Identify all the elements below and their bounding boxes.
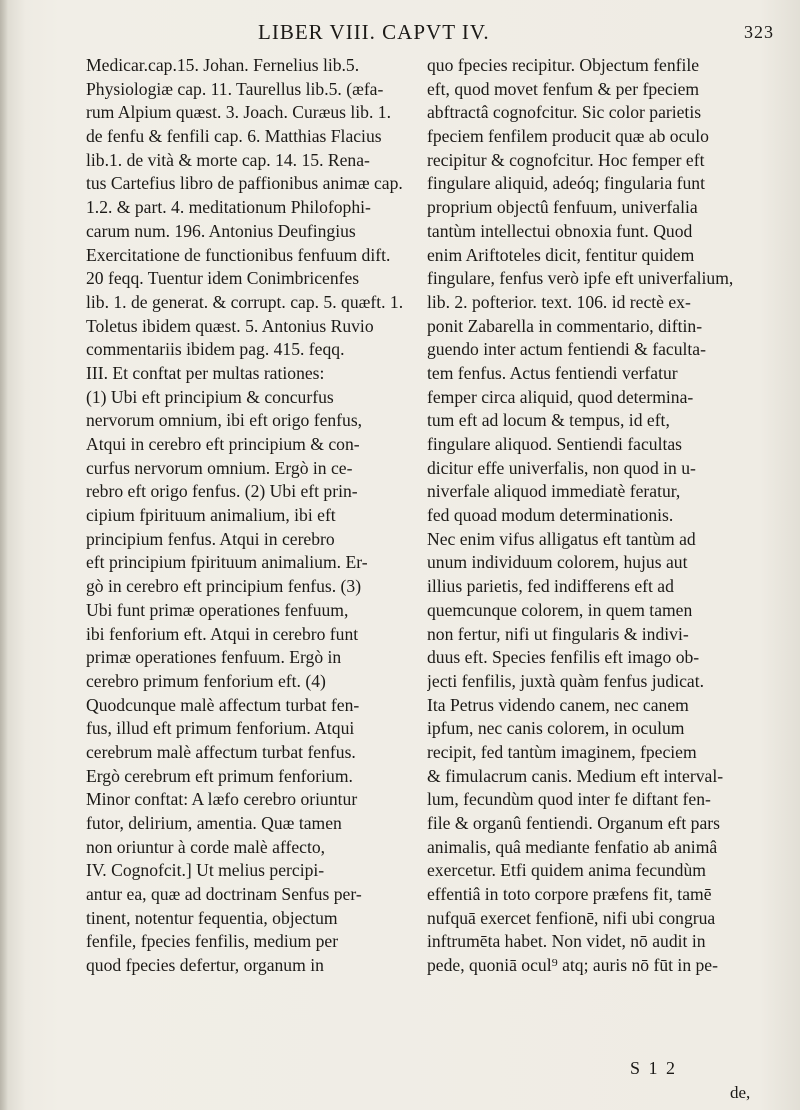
page-number: 323 [744,22,774,42]
text-line: de fenfu & fenfili cap. 6. Matthias Flacius [86,126,382,147]
text-line: animalis, quâ mediante fenfatio ab animâ [427,836,718,857]
text-line: quemcunque colorem, in quem tamen [427,599,693,620]
text-line: IV. Cognofcit.] Ut melius percipi- [86,860,325,881]
right-text-column [427,54,761,1084]
text-line: inftrumēta habet. Non videt, nō audit in [427,931,706,952]
text-line: tum eft ad locum & tempus, id eft, [427,410,670,431]
text-line: pede, quoniā ocul⁹ atq; auris nō fūt in pe- [427,955,718,976]
text-line: lum, fecundùm quod inter fe diftant fen- [427,789,711,810]
text-line: fingulare aliquid, adeóq; fingularia funt [427,173,705,194]
text-line: Toletus ibidem quæst. 5. Antonius Ruvio [86,315,374,336]
text-line: jecti fenfilis, juxtà quàm fenfus judicat. [427,670,705,691]
text-line: fenfile, fpecies fenfilis, medium per [86,931,339,952]
text-line: Nec enim vifus alligatus eft tantùm ad [427,528,696,549]
text-line: Medicar.cap.15. Johan. Fernelius lib.5. [86,55,360,75]
text-line: niverfale aliquod immediatè feratur, [427,481,681,502]
text-line: exercetur. Etfi quidem anima fecundùm [427,860,706,881]
text-line: dicitur effe univerfalis, non quod in u- [427,457,696,478]
text-line: futor, delirium, amentia. Quæ tamen [86,813,342,833]
text-line: fus, illud eft primum fenforium. Atqui [86,718,355,739]
text-line: Exercitatione de functionibus fenfuum dift. [86,244,391,265]
text-line: tus Cartefius libro de paffionibus animæ cap. [86,173,403,194]
text-line: III. Et conftat per multas rationes: [86,362,325,383]
text-line: ipfum, nec canis colorem, in oculum [427,718,685,739]
text-line: fingulare aliquod. Sentiendi facultas [427,434,683,454]
text-line: cipium fpirituum animalium, ibi eft [86,505,336,526]
text-line: (1) Ubi eft principium & concurfus [86,386,334,407]
text-line: unum individuum colorem, hujus aut [427,552,688,573]
running-title: LIBER VIII. CAPVT IV. [258,20,490,44]
text-line: effentiâ in toto corpore præfens fit, tamē [427,884,712,905]
text-line: primæ operationes fenfuum. Ergò in [86,647,342,668]
text-line: rum Alpium quæst. 3. Joach. Curæus lib. 1. [86,102,391,123]
text-line: abftractâ cognofcitur. Sic color parietis [427,102,702,123]
text-line: cerebro primum fenforium eft. (4) [86,670,326,691]
text-line: antur ea, quæ ad doctrinam Senfus per- [86,884,362,905]
text-line: nufquā exercet fenfionē, nifi ubi congrua [427,907,716,928]
text-line: Atqui in cerebro eft principium & con- [86,434,360,454]
text-line: proprium objectû fenfuum, univerfalia [427,197,698,218]
text-line: Physiologiæ cap. 11. Taurellus lib.5. (æfa- [86,78,384,99]
text-line: eft principium fpirituum animalium. Er- [86,552,368,573]
text-line: commentariis ibidem pag. 415. feqq. [86,339,345,360]
text-line: rebro eft origo fenfus. (2) Ubi eft prin- [86,481,358,502]
text-line: lib. 1. de generat. & corrupt. cap. 5. quæft. 1. [86,291,404,312]
text-line: ibi fenforium eft. Atqui in cerebro funt [86,623,359,644]
text-line: cerebrum malè affectum turbat fenfus. [86,741,356,762]
text-line: 20 feqq. Tuentur idem Conimbricenfes [86,268,360,289]
text-line: principium fenfus. Atqui in cerebro [86,528,335,549]
text-line: non fertur, nifi ut fingularis & indivi- [427,623,689,644]
text-line: femper circa aliquid, quod determina- [427,386,694,407]
text-line: enim Ariftoteles dicit, fentitur quidem [427,244,695,265]
left-text-column [86,54,408,1084]
text-line: tinent, notentur fequentia, objectum [86,907,338,928]
text-line: fed quoad modum determinationis. [427,505,674,526]
text-line: Ubi funt primæ operationes fenfuum, [86,599,349,620]
text-line: nervorum omnium, ibi eft origo fenfus, [86,410,363,431]
text-line: guendo inter actum fentiendi & faculta- [427,339,706,360]
text-line: non oriuntur à corde malè affecto, [86,836,326,857]
page-header [0,14,800,50]
text-line: carum num. 196. Antonius Deufingius [86,220,356,241]
text-line: Ergò cerebrum eft primum fenforium. [86,765,353,786]
text-line: quod fpecies defertur, organum in [86,955,324,976]
text-line: & fimulacrum canis. Medium eft interval- [427,765,724,786]
text-line: 1.2. & part. 4. meditationum Philofophi- [86,197,371,218]
text-line: illius parietis, fed indifferens eft ad [427,576,674,597]
text-line: curfus nervorum omnium. Ergò in ce- [86,457,353,478]
text-line: recipit, fed tantùm imaginem, fpeciem [427,741,697,762]
text-line: ponit Zabarella in commentario, diftin- [427,315,703,336]
text-line: lib.1. de vità & morte cap. 14. 15. Rena- [86,149,370,170]
text-line: tem fenfus. Actus fentiendi verfatur [427,362,678,383]
text-line: quo fpecies recipitur. Objectum fenfile [427,55,700,75]
text-line: duus eft. Species fenfilis eft imago ob- [427,647,700,668]
page-gutter-shadow [0,0,8,1110]
catchword: de, [730,1083,751,1102]
text-line: Ita Petrus videndo canem, nec canem [427,694,689,715]
text-line: file & organû fentiendi. Organum eft pars [427,813,720,833]
text-line: gò in cerebro eft principium fenfus. (3) [86,576,362,597]
text-line: Minor conftat: A læfo cerebro oriuntur [86,789,358,810]
text-line: lib. 2. pofterior. text. 106. id rectè ex- [427,291,691,312]
signature-mark: S 1 2 [630,1058,678,1078]
text-line: eft, quod movet fenfum & per fpeciem [427,78,700,99]
text-line: fpeciem fenfilem producit quæ ab oculo [427,126,709,147]
text-line: tantùm intellectui obnoxia funt. Quod [427,220,693,241]
text-line: recipitur & cognofcitur. Hoc femper eft [427,149,705,170]
text-line: fingulare, fenfus verò ipfe eft univerfalium, [427,268,734,289]
text-line: Quodcunque malè affectum turbat fen- [86,694,360,715]
